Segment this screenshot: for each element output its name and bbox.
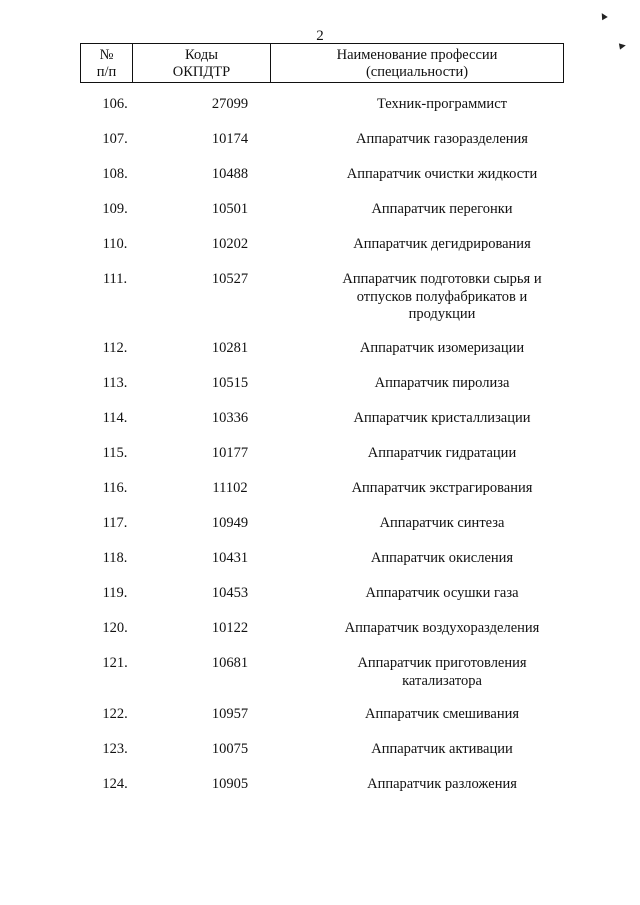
table-header [80,43,564,83]
row-code: 10515 [211,375,249,391]
row-number: 122. [102,706,128,722]
row-code: 11102 [212,480,248,496]
row-profession-name: Аппаратчик осушки газа [365,585,519,601]
row-number: 117. [102,515,128,531]
row-number: 109. [102,201,128,217]
row-profession-name: Аппаратчик окисления [370,550,514,566]
row-number: 108. [102,166,128,182]
row-code: 10681 [211,655,249,671]
header-number-column [81,44,133,83]
header-codes-column [133,44,271,83]
row-profession-name: Аппаратчик перегонки [371,201,513,217]
row-number: 112. [102,340,128,356]
row-code: 10501 [211,201,249,217]
header-name-label: Наименование профессии (специальности) [336,46,498,80]
row-profession-name: Аппаратчик подготовки сырья и отпусков полуфабрикатов и продукции [342,271,542,322]
row-profession-name: Аппаратчик экстрагирования [351,480,533,496]
row-number: 116. [102,480,128,496]
row-number: 121. [102,655,128,671]
row-code: 10488 [211,166,249,182]
row-code: 10336 [211,410,249,426]
row-profession-name: Техник-программист [377,96,507,112]
row-profession-name: Аппаратчик смешивания [364,706,520,722]
row-number: 124. [102,776,128,792]
row-profession-name: Аппаратчик кристаллизации [353,410,531,426]
row-profession-name: Аппаратчик очистки жидкости [346,166,538,182]
row-profession-name: Аппаратчик гидратации [367,445,517,461]
row-number: 107. [102,131,128,147]
row-profession-name: Аппаратчик изомеризации [359,340,525,356]
row-code: 10075 [211,741,249,757]
row-code: 10177 [211,445,249,461]
scan-mark: ▲ [615,39,630,53]
row-number: 118. [102,550,128,566]
row-code: 10281 [211,340,249,356]
row-profession-name: Аппаратчик разложения [367,776,517,792]
row-number: 114. [102,410,128,426]
header-name-column [271,44,564,83]
row-profession-name: Аппаратчик пиролиза [374,375,510,391]
header-number-label: № п/п [96,46,117,80]
row-profession-name: Аппаратчик газоразделения [356,131,528,147]
row-profession-name: Аппаратчик дегидрирования [353,236,531,252]
row-profession-name: Аппаратчик воздухоразделения [344,620,540,636]
row-code: 10202 [211,236,249,252]
row-number: 123. [102,741,128,757]
row-code: 10527 [211,271,249,287]
row-code: 10122 [211,620,249,636]
row-number: 120. [102,620,128,636]
row-code: 10453 [211,585,249,601]
row-profession-name: Аппаратчик активации [371,741,513,757]
row-profession-name: Аппаратчик синтеза [379,515,505,531]
row-code: 10431 [211,550,249,566]
scan-mark: ▲ [595,8,612,24]
row-number: 115. [102,445,128,461]
row-code: 10949 [211,515,249,531]
row-number: 113. [102,375,128,391]
row-code: 10174 [211,131,249,147]
header-codes-label: Коды ОКПДТР [172,46,231,80]
row-number: 119. [102,585,128,601]
row-code: 27099 [211,96,249,112]
row-number: 106. [102,96,128,112]
row-number: 111. [102,271,128,287]
page-number: 2 [316,28,324,44]
row-profession-name: Аппаратчик приготовления катализатора [357,655,527,689]
row-code: 10905 [211,776,249,792]
row-number: 110. [102,236,128,252]
row-code: 10957 [211,706,249,722]
